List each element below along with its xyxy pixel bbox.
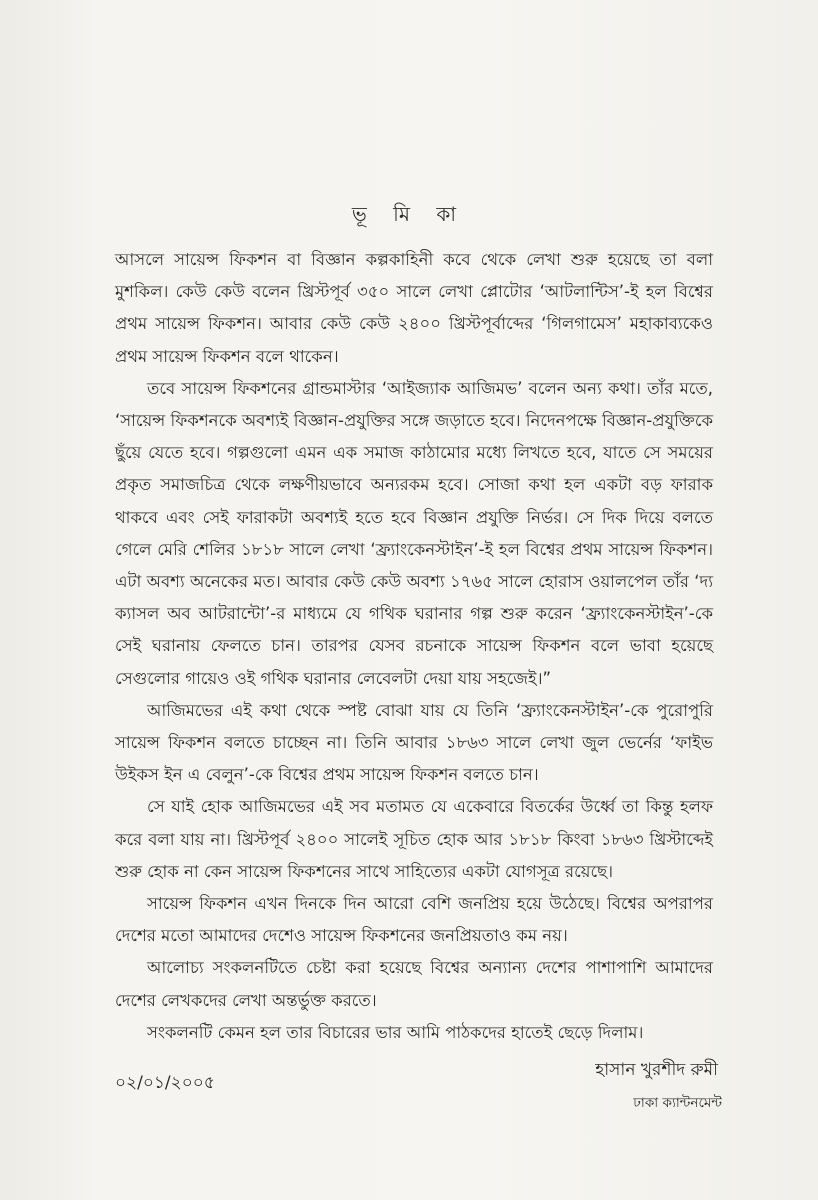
paragraph-7: সংকলনটি কেমন হল তার বিচারের ভার আমি পাঠকদের হাতেই ছেড়ে দিলাম। bbox=[147, 1022, 644, 1042]
signature-place: ঢাকা ক্যান্টনমেন্ট bbox=[633, 1095, 722, 1111]
signature-author: হাসান খুরশীদ রুমী bbox=[595, 1060, 718, 1080]
paragraph-6: আলোচ্য সংকলনটিতে চেষ্টা করা হয়েছে বিশ্বের অন্যান্য দেশের পাশাপাশি আমাদের দেশের লেখকদের লেখা অন্তর্ভুক্ত করতে। bbox=[115, 958, 713, 1010]
page-title: ভূ মি কা bbox=[351, 202, 467, 226]
paragraph-5: সায়েন্স ফিকশন এখন দিনকে দিন আরো বেশি জনপ্রিয় হয়ে উঠেছে। বিশ্বের অপরাপর দেশের মতো আমাদের দেশেও সায়েন্স ফিকশনের জনপ্রিয়তাও কম নয়। bbox=[115, 894, 713, 946]
paragraph-2: তবে সায়েন্স ফিকশনের গ্রান্ডমাস্টার ‘আইজ্যাক আজিমভ’ বলেন অন্য কথা। তাঁর মতে, ‘সায়েন্স ফিকশনকে অবশ্যই বিজ্ঞান-প্রযুক্তির সঙ্গে জড়াতে হবে। নিদেনপক্ষে বিজ্ঞান-প্রযুক্তিকে ছুঁয়ে যেতে হবে। গল্পগুলো এমন এক সমাজ কাঠামোর মধ্যে লিখতে হবে, যাতে সে সময়ের প্রকৃত সমাজচিত্র থেকে লক্ষণীয়ভাবে অন্যরকম হবে। সোজা কথা হল একটা বড় ফারাক থাকবে এবং সেই ফারাকটা অবশ্যই হতে হবে বিজ্ঞান প্রযুক্তি নির্ভর। সে দিক দিয়ে বলতে গেলে মেরি শেলির ১৮১৮ সালে লেখা ‘ফ্র্যাংকেনস্টাইন’-ই হল বিশ্বের প্রথম সায়েন্স ফিকশন। এটা অবশ্য অনেকের মত। আবার কেউ কেউ অবশ্য ১৭৬৫ সালে হোরাস ওয়ালপেল তাঁর ‘দ্য ক্যাসল অব আটরান্টো’-র মাধ্যমে যে গথিক ঘরানার গল্প শুরু করেন ‘ফ্র্যাংকেনস্টাইন’-কে সেই ঘরানায় ফেলতে চান। তারপর যেসব রচনাকে সায়েন্স ফিকশন বলে ভাবা হয়েছে সেগুলোর গায়েও ওই গথিক ঘরানার লেবেলটা দেয়া যায় সহজেই।” bbox=[115, 378, 713, 688]
paragraph-1: আসলে সায়েন্স ফিকশন বা বিজ্ঞান কল্পকাহিনী কবে থেকে লেখা শুরু হয়েছে তা বলা মুশকিল। কেউ কেউ বলেন খ্রিস্টপূর্ব ৩৫০ সালে লেখা প্লোটোর ‘আটলান্টিস’-ই হল বিশ্বের প্রথম সায়েন্স ফিকশন। আবার কেউ কেউ ২৪০০ খ্রিস্টপূর্বাব্দের ‘গিলগামেস’ মহাকাব্যকেও প্রথম সায়েন্স ফিকশন বলে থাকেন। bbox=[115, 250, 713, 366]
paragraph-4: সে যাই হোক আজিমভের এই সব মতামত যে একেবারে বিতর্কের উর্ধ্বে তা কিন্তু হলফ করে বলা যায় না। খ্রিস্টপূর্ব ২৪০০ সালেই সূচিত হোক আর ১৮১৮ কিংবা ১৮৬৩ খ্রিস্টাব্দেই শুরু হোক না কেন সায়েন্স ফিকশনের সাথে সাহিত্যের একটা যোগসূত্র রয়েছে। bbox=[115, 797, 713, 881]
signature-date: ০২/০১/২০০৫ bbox=[115, 1073, 215, 1093]
preface-body bbox=[115, 244, 713, 1049]
paragraph-3: আজিমভের এই কথা থেকে স্পষ্ট বোঝা যায় যে তিনি ‘ফ্র্যাংকেনস্টাইন’-কে পুরোপুরি সায়েন্স ফিকশন বলতে চাচ্ছেন না। তিনি আবার ১৮৬৩ সালে লেখা জুল ভের্নের ‘ফাইভ উইকস ইন এ বেলুন’-কে বিশ্বের প্রথম সায়েন্স ফিকশন বলতে চান। bbox=[115, 700, 713, 785]
